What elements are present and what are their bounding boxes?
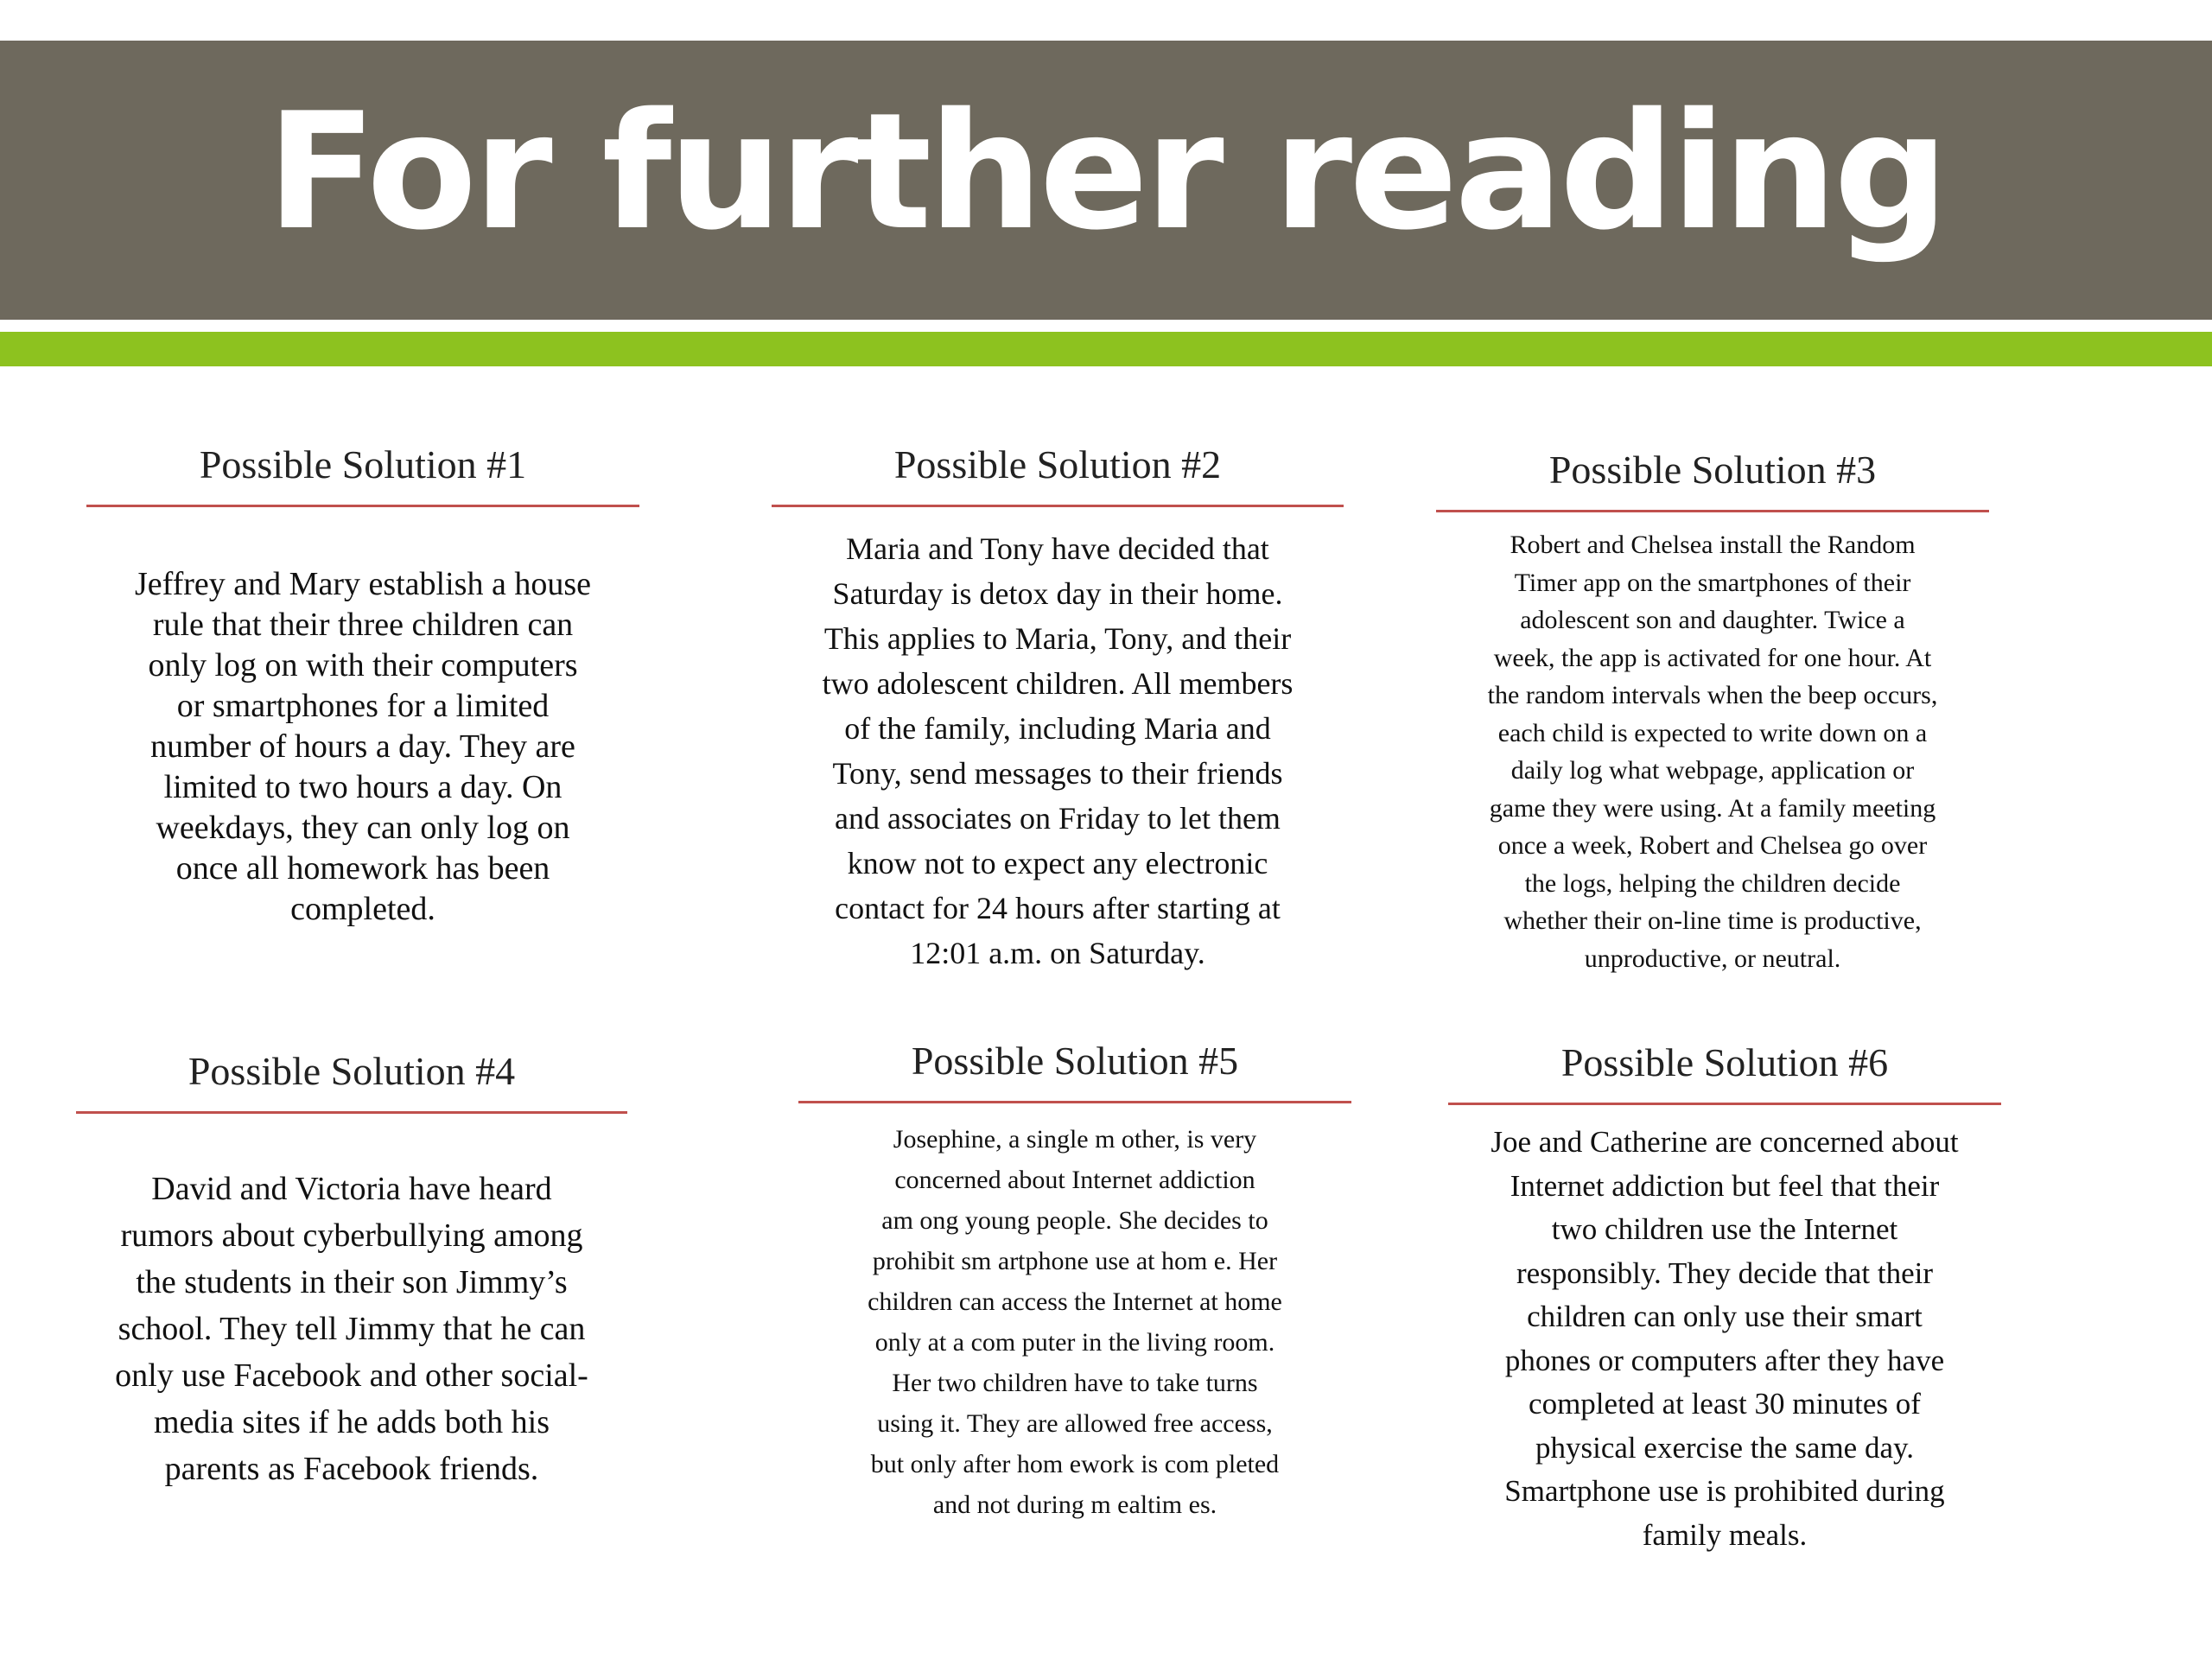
solution-text-6: Joe and Catherine are concerned about Internet addiction but feel that their two children use the Internet responsibly. They decide that their children can only use their smart phones or computers after they have completed at least 30 minutes of physical exercise the same day. Smartphone use is prohibited during family meals. xyxy=(1491,1125,1959,1552)
solution-heading-5: Possible Solution #5 xyxy=(911,1039,1239,1083)
solution-heading-1: Possible Solution #1 xyxy=(199,442,527,486)
solution-heading-6: Possible Solution #6 xyxy=(1560,1040,1889,1084)
solution-heading-2: Possible Solution #2 xyxy=(893,442,1222,486)
solution-card-2 xyxy=(772,441,1344,976)
solution-card-4 xyxy=(76,1047,627,1492)
solution-text-5: Josephine, a single m other, is very concerned about Internet addiction am ong young people. She decides to prohibit sm artphone use at hom e. Her children can access the Internet at home only at a com puter in the living room. Her two children have to take turns using it. They are allowed free access, but only after hom ework is com pleted and not during m ealtim es. xyxy=(868,1125,1282,1519)
heading-underline xyxy=(1436,510,1989,512)
heading-underline xyxy=(86,505,639,507)
heading-underline xyxy=(798,1101,1351,1103)
slide-title: For further reading xyxy=(266,78,1946,265)
solution-text-3: Robert and Chelsea install the Random Timer app on the smartphones of their adolescent son and daughter. Twice a week, the app is activated for one hour. At the random intervals when the beep occurs, each child is expected to write down on a daily log what webpage, application or game they were using. At a family meeting once a week, Robert and Chelsea go over the logs, helping the children decide whether their on-line time is productive, unproductive, or neutral. xyxy=(1487,531,1938,973)
solution-card-6 xyxy=(1448,1039,2001,1557)
solution-text-4: David and Victoria have heard rumors about cyberbullying among the students in their son Jimmy’s school. They tell Jimmy that he can only use Facebook and other social- media sites if he adds both his parents as Facebook friends. xyxy=(115,1171,588,1487)
solution-text-1: Jeffrey and Mary establish a house rule that their three children can only log on with their computers or smartphones for a limited number of hours a day. They are limited to two hours a day. On weekdays, they can only log on once all homework has been completed. xyxy=(135,566,591,927)
heading-underline xyxy=(76,1111,627,1114)
accent-bar xyxy=(0,332,2212,366)
solution-heading-3: Possible Solution #3 xyxy=(1548,448,1877,492)
solution-card-3 xyxy=(1436,446,1989,977)
heading-underline xyxy=(772,505,1344,507)
heading-underline xyxy=(1448,1103,2001,1105)
solution-card-5 xyxy=(798,1037,1351,1525)
solution-heading-4: Possible Solution #4 xyxy=(188,1049,516,1093)
solution-card-1 xyxy=(86,441,639,930)
solution-text-2: Maria and Tony have decided that Saturday is detox day in their home. This applies to Maria, Tony, and their two adolescent children. All members of the family, including Maria and Tony, send messages to their friends and associates on Friday to let them know not to expect any electronic contact for 24 hours after starting at 12:01 a.m. on Saturday. xyxy=(822,531,1294,970)
title-bar xyxy=(0,41,2212,320)
